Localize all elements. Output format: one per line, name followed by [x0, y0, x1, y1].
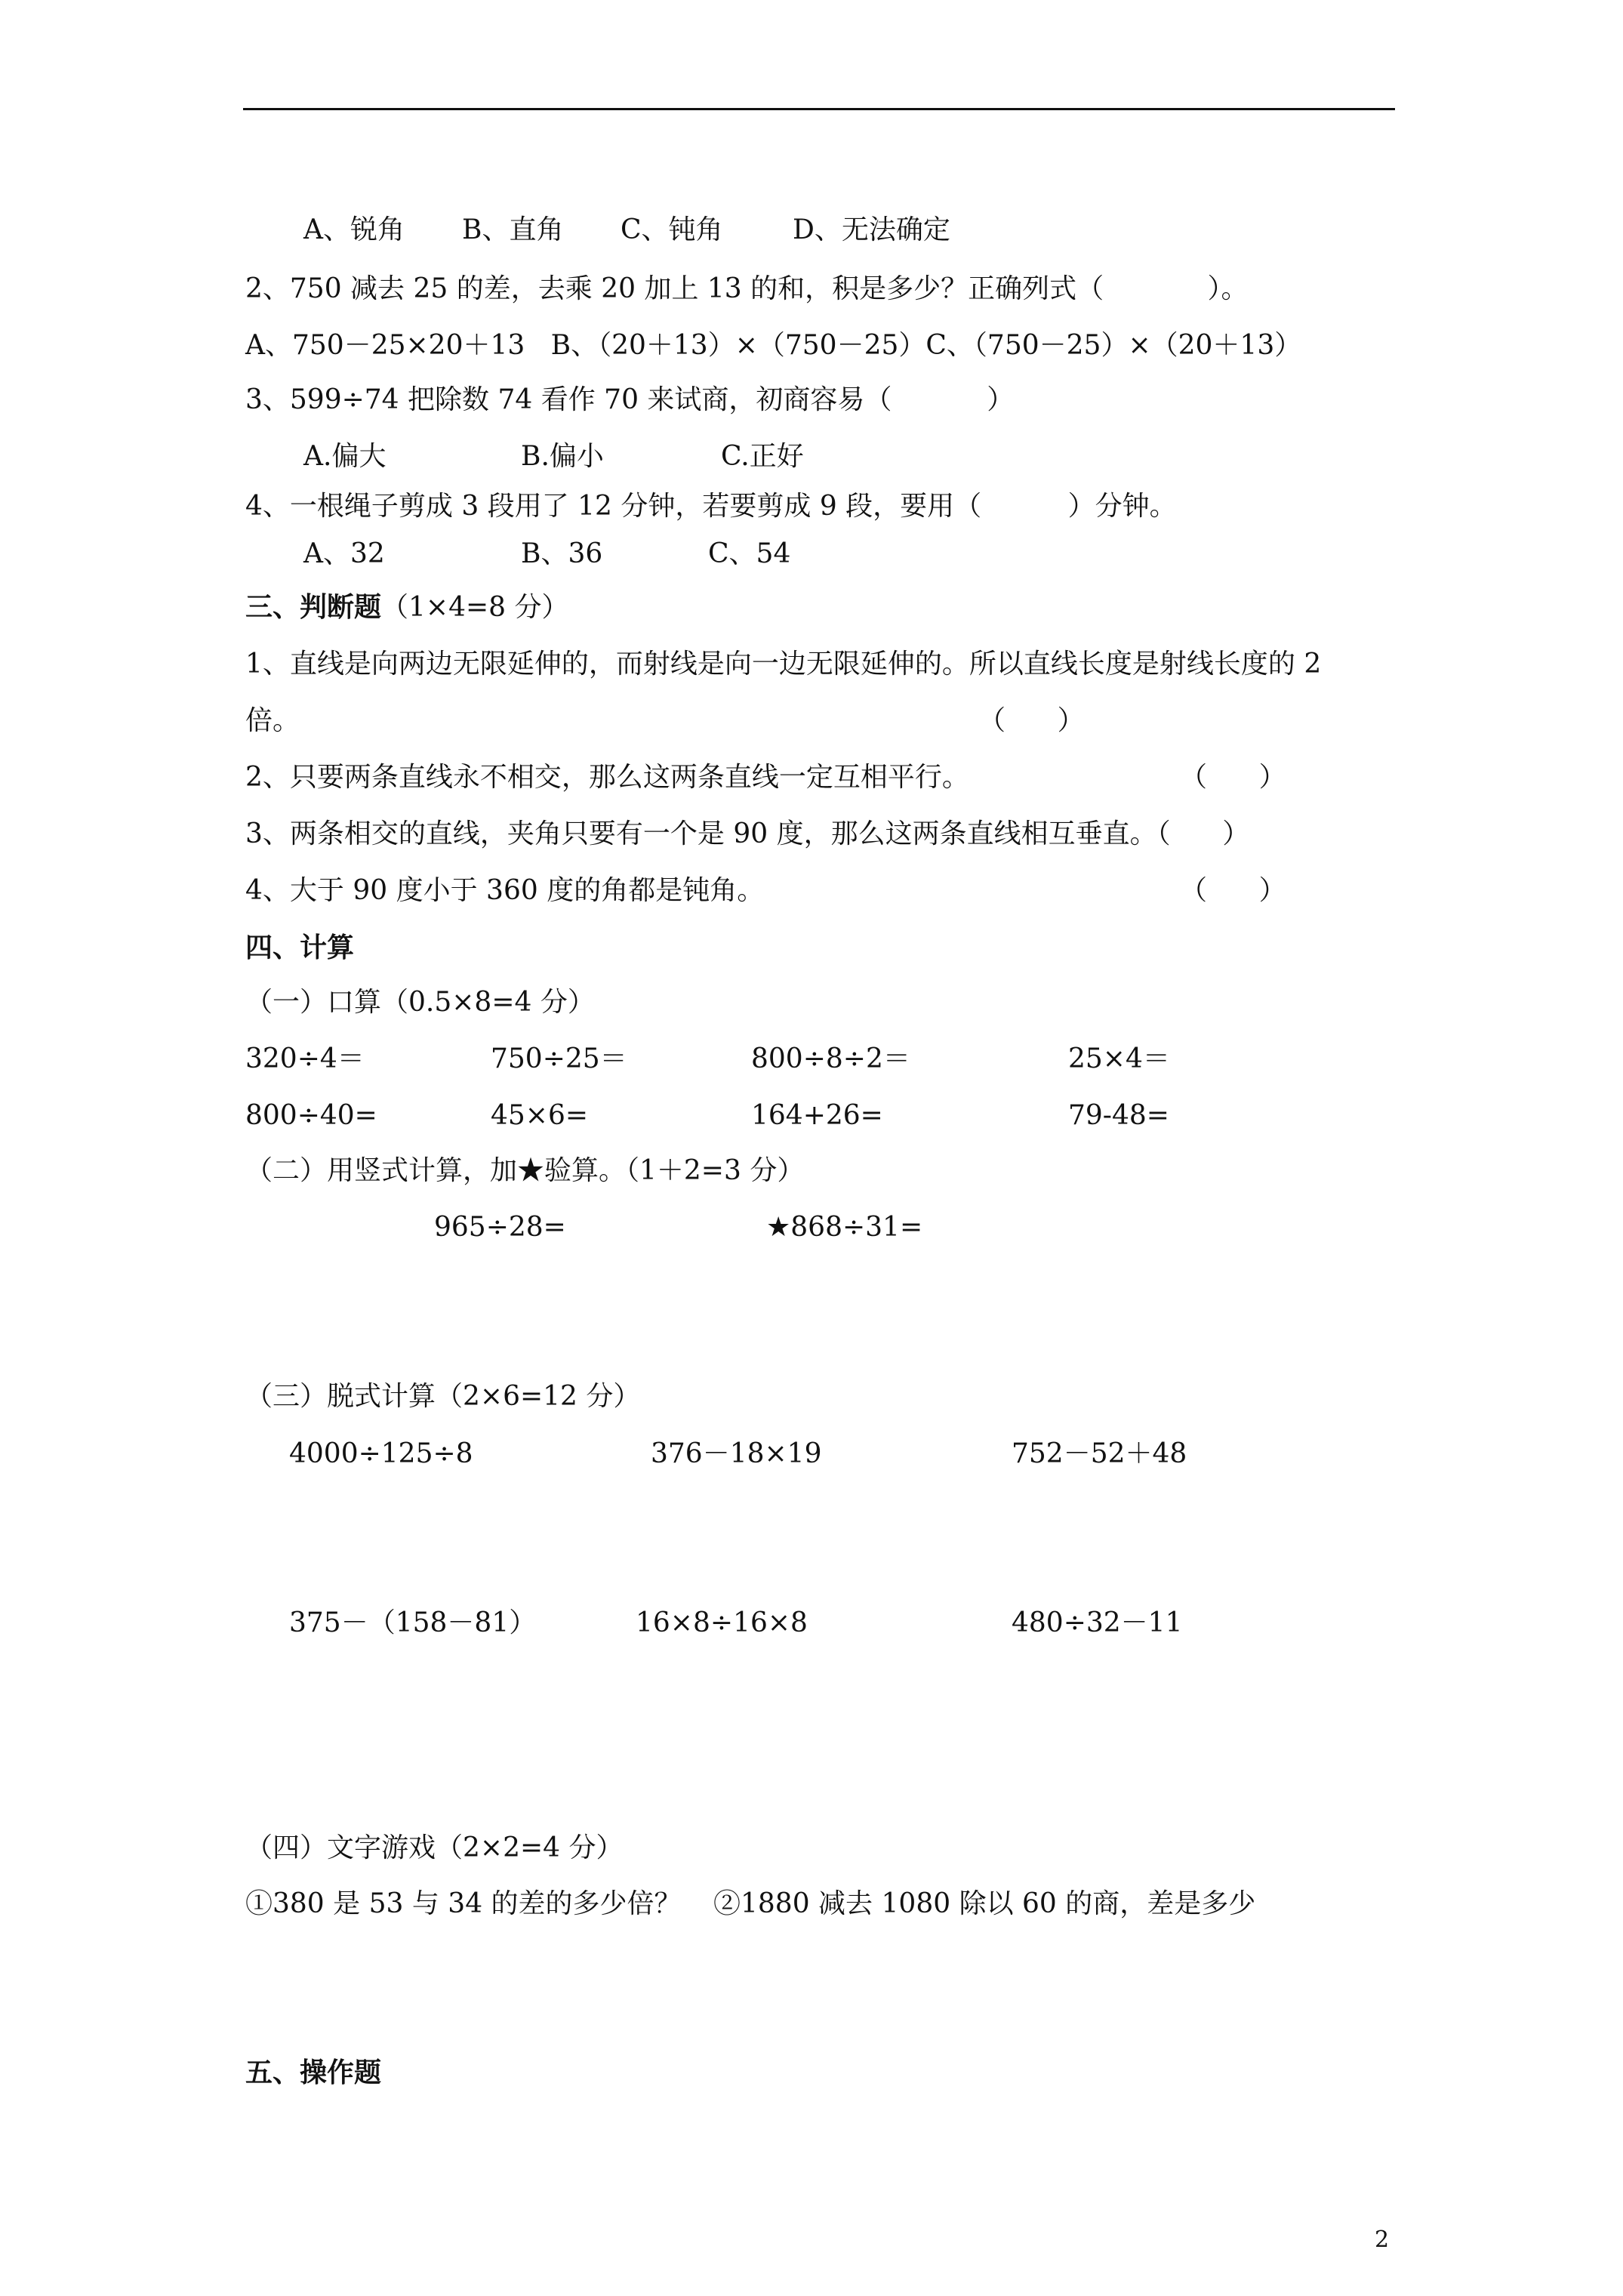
q1-option-a: A、锐角	[303, 214, 405, 245]
word-problem-1: ①380 是 53 与 34 的差的多少倍？	[245, 1888, 682, 1919]
oral-calc-item: 79-48=	[1068, 1100, 1169, 1131]
header-rule	[243, 108, 1395, 110]
oral-calc-item: 25×4＝	[1068, 1043, 1170, 1074]
stepwise-calc-item: 4000÷125÷8	[289, 1438, 473, 1469]
stepwise-calc-title: （三）脱式计算（2×6=12 分）	[245, 1381, 641, 1412]
section4-title: 四、计算	[245, 932, 355, 963]
section5-title: 五、操作题	[245, 2057, 382, 2088]
stepwise-calc-item: 480÷32－11	[1012, 1607, 1183, 1638]
q4-option-c: C、54	[708, 538, 791, 569]
oral-calc-title: （一）口算（0.5×8=4 分）	[245, 987, 595, 1018]
q2-options: A、750－25×20＋13 B、（20＋13）×（750－25）C、（750－25）×（20＋13）	[245, 330, 1302, 361]
judge-item-1-line2: 倍。	[245, 705, 300, 736]
q1-option-b: B、直角	[462, 214, 564, 245]
oral-calc-item: 800÷40=	[245, 1100, 377, 1131]
q3-text: 3、599÷74 把除数 74 看作 70 来试商，初商容易（ ）	[245, 384, 1015, 415]
stepwise-calc-item: 375－（158－81）	[289, 1607, 537, 1638]
q4-option-a: A、32	[303, 538, 385, 569]
stepwise-calc-item: 752－52＋48	[1012, 1438, 1187, 1469]
judge-item-2: 2、只要两条直线永不相交，那么这两条直线一定互相平行。	[245, 762, 969, 793]
q3-option-a: A.偏大	[303, 441, 387, 472]
oral-calc-item: 750÷25＝	[491, 1043, 627, 1074]
q3-option-c: C.正好	[721, 441, 804, 472]
q1-option-c: C、钝角	[621, 214, 723, 245]
judge-item-2-blank: （ ）	[1180, 762, 1286, 793]
section3-title: 三、判断题	[245, 591, 382, 623]
q3-option-b: B.偏小	[521, 441, 604, 472]
oral-calc-item: 45×6=	[491, 1100, 589, 1131]
judge-item-1-blank: （ ）	[978, 705, 1085, 736]
judge-item-1-line1: 1、直线是向两边无限延伸的，而射线是向一边无限延伸的。所以直线长度是射线长度的 2	[245, 649, 1322, 680]
judge-item-4-blank: （ ）	[1180, 875, 1286, 906]
vertical-calc-item: 965÷28=	[434, 1212, 566, 1243]
q2-text: 2、750 减去 25 的差，去乘 20 加上 13 的和，积是多少？正确列式（ ）。	[245, 273, 1249, 304]
q4-text: 4、一根绳子剪成 3 段用了 12 分钟，若要剪成 9 段，要用（ ）分钟。	[245, 491, 1177, 522]
word-problem-2: ②1880 减去 1080 除以 60 的商，差是多少	[713, 1888, 1256, 1919]
oral-calc-item: 320÷4＝	[245, 1043, 365, 1074]
stepwise-calc-item: 16×8÷16×8	[636, 1607, 808, 1638]
section3-heading	[245, 593, 569, 621]
word-problem-title: （四）文字游戏（2×2=4 分）	[245, 1832, 624, 1863]
stepwise-calc-item: 376－18×19	[651, 1438, 822, 1469]
vertical-calc-item: ★868÷31=	[766, 1212, 923, 1243]
page-number: 2	[1375, 2227, 1390, 2253]
judge-item-3: 3、两条相交的直线，夹角只要有一个是 90 度，那么这两条直线相互垂直。（ ）	[245, 818, 1250, 849]
judge-item-4: 4、大于 90 度小于 360 度的角都是钝角。	[245, 875, 765, 906]
q1-option-d: D、无法确定	[793, 214, 950, 245]
vertical-calc-title: （二）用竖式计算，加★验算。（1＋2=3 分）	[245, 1155, 805, 1186]
q4-option-b: B、36	[521, 538, 603, 569]
oral-calc-item: 164+26=	[751, 1100, 883, 1131]
section3-score: （1×4=8 分）	[381, 592, 569, 623]
oral-calc-item: 800÷8÷2＝	[751, 1043, 910, 1074]
